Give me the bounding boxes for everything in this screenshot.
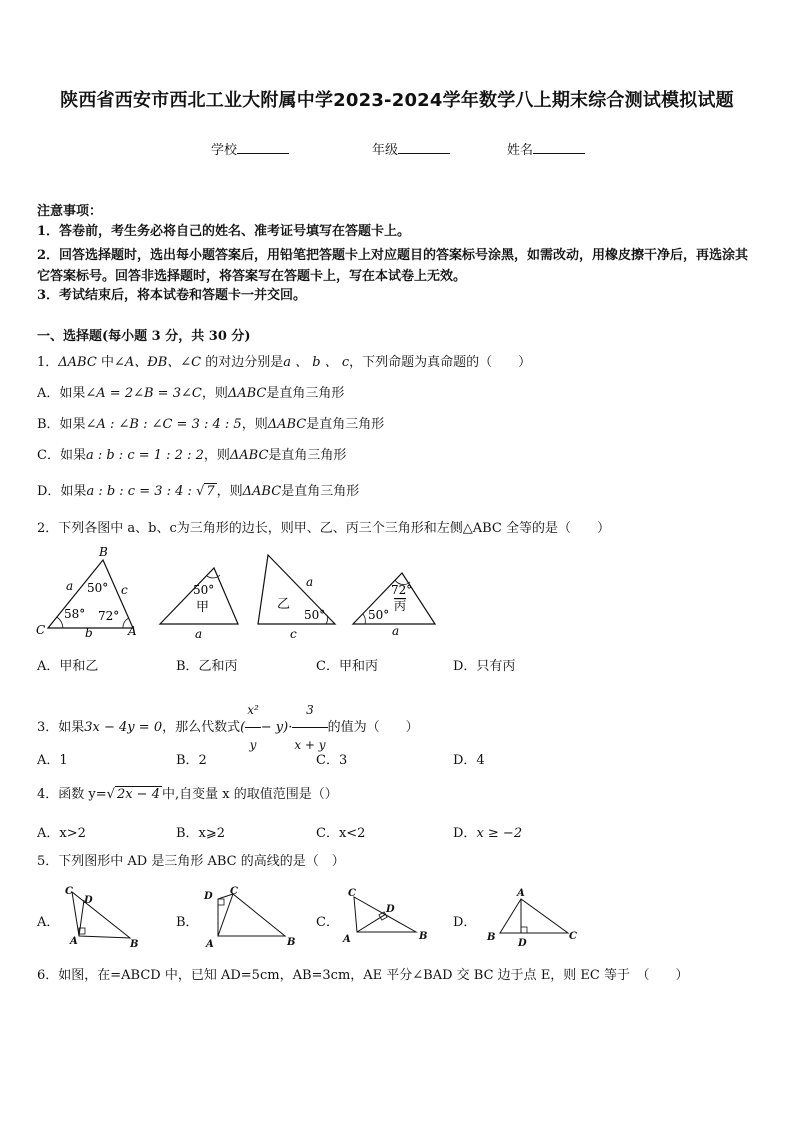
svg-text:C: C	[230, 886, 238, 897]
triangle-bing	[353, 573, 435, 638]
triangle-yi	[258, 555, 335, 641]
svg-text:B: B	[130, 939, 139, 950]
q3-fraction-1: $\frac{\text{x²}}{y}$	[245, 693, 261, 762]
svg-text:D: D	[204, 891, 213, 902]
notice-item-1: 1．答卷前，考生务必将自己的姓名、准考证号填写在答题卡上。	[37, 224, 411, 239]
figure-5b	[203, 886, 295, 950]
q1-stem: 1．ΔABC 中∠A、ÐB、∠C 的对边分别是a 、 b 、 c，下列命题为真命题的（ ）	[37, 355, 532, 370]
name-field[interactable]	[507, 139, 585, 158]
q3-option-a[interactable]: A．1	[37, 753, 68, 768]
svg-text:A: A	[517, 888, 525, 899]
q1-option-c[interactable]: C．如果a : b : c = 1 : 2 : 2，则ΔABC是直角三角形	[37, 448, 347, 463]
figure-5d	[486, 888, 577, 949]
q5-figures	[55, 882, 585, 954]
q2-option-b[interactable]: B．乙和丙	[176, 659, 238, 674]
school-field[interactable]	[211, 139, 289, 158]
label-angle-58: 58°	[64, 607, 86, 621]
grade-field[interactable]	[372, 139, 450, 158]
label-a-vertex: A	[128, 624, 137, 638]
q3-stem: 3．如果3x − 4y = 0，那么代数式( $\frac{\text{x²}}{y}$ − y)· $\frac{3}{x + y}$ 的值为（ ）	[37, 693, 419, 762]
svg-text:D: D	[386, 904, 395, 915]
svg-text:D: D	[84, 895, 93, 906]
svg-text:A: A	[206, 939, 214, 950]
label-side-a: a	[66, 579, 74, 593]
q1-option-a[interactable]: A．如果∠A = 2∠B = 3∠C，则ΔABC是直角三角形	[37, 386, 345, 401]
q3-option-d[interactable]: D．4	[453, 753, 485, 768]
grade-blank[interactable]	[398, 141, 450, 154]
svg-text:B: B	[419, 931, 428, 942]
label-jia: 甲	[196, 600, 210, 615]
svg-text:B: B	[287, 937, 296, 948]
q5-stem: 5．下列图形中 AD 是三角形 ABC 的高线的是（ ）	[37, 854, 345, 869]
q6-stem: 6．如图，在=ABCD 中，已知 AD=5cm，AB=3cm，AE 平分∠BAD 交 BC 边于点 E，则 EC 等于 （ ）	[37, 968, 689, 983]
q3-option-b[interactable]: B．2	[176, 753, 207, 768]
exam-title: 陕西省西安市西北工业大附属中学2023-2024学年数学八上期末综合测试模拟试题	[60, 90, 734, 111]
name-blank[interactable]	[533, 141, 585, 154]
q5-option-c[interactable]: C．	[316, 915, 339, 930]
svg-text:D: D	[518, 938, 527, 949]
figure-5c	[342, 888, 427, 945]
q1-option-b[interactable]: B．如果∠A : ∠B : ∠C = 3 : 4 : 5，则ΔABC是直角三角形	[37, 417, 385, 432]
label-angle-50-yi: 50°	[304, 608, 326, 622]
q4-option-c[interactable]: C．x<2	[316, 826, 366, 841]
notice-heading: 注意事项：	[37, 204, 103, 219]
q3-fraction-2: $\frac{3}{x + y}$	[292, 693, 327, 762]
label-angle-50-jia: 50°	[193, 583, 215, 597]
svg-text:C: C	[65, 886, 73, 897]
q2-option-c[interactable]: C．甲和丙	[316, 659, 378, 674]
label-b-vertex: B	[99, 545, 108, 559]
label-c-vertex: C	[36, 623, 46, 637]
q5-option-b[interactable]: B．	[176, 915, 199, 930]
grade-label: 年级	[372, 143, 399, 158]
svg-text:A: A	[343, 934, 351, 945]
label-side-c-yi: c	[290, 627, 297, 641]
label-angle-72: 72°	[98, 609, 120, 623]
q2-stem: 2．下列各图中 a、b、c为三角形的边长，则甲、乙、丙三个三角形和左侧△ABC 全等的是（ ）	[37, 521, 611, 536]
label-bing: 丙	[394, 599, 407, 613]
q2-figures	[30, 542, 450, 644]
name-label: 姓名	[507, 143, 534, 158]
q3-option-c[interactable]: C．3	[316, 753, 348, 768]
label-side-a-jia: a	[195, 627, 203, 641]
label-side-a-bing: a	[392, 624, 400, 638]
label-side-c: c	[121, 583, 128, 597]
svg-text:A: A	[70, 936, 78, 947]
label-yi: 乙	[277, 597, 291, 612]
label-angle-72-bing: 72°	[391, 583, 413, 597]
school-blank[interactable]	[237, 141, 289, 154]
svg-text:B: B	[487, 932, 496, 943]
svg-text:C: C	[348, 888, 356, 899]
q4-stem: 4．函数 y=√ 2x − 4 中,自变量 x 的取值范围是（）	[37, 787, 338, 802]
q4-option-a[interactable]: A．x>2	[37, 826, 86, 841]
triangle-abc	[36, 545, 137, 640]
section-heading: 一、选择题(每小题 3 分，共 30 分)	[37, 329, 251, 344]
figure-5a	[65, 886, 138, 950]
notice-item-2: 2．回答选择题时，选出每小题答案后，用铅笔把答题卡上对应题目的答案标号涂黑，如需改动，用橡皮擦干净后，再选涂其它答案标号。回答非选择题时，将答案写在答题卡上，写在本试卷上无效。	[37, 248, 749, 284]
label-angle-50-bing: 50°	[368, 608, 390, 622]
q5-option-d[interactable]: D．	[453, 915, 477, 930]
q1-option-d[interactable]: D．如果a : b : c = 3 : 4 : √ 7 ，则ΔABC是直角三角形	[37, 484, 360, 499]
notice-item-3: 3．考试结束后，将本试卷和答题卡一并交回。	[37, 288, 307, 303]
school-label: 学校	[211, 143, 238, 158]
q2-option-d[interactable]: D．只有丙	[453, 659, 516, 674]
q5-option-a[interactable]: A．	[37, 915, 60, 930]
q4-option-d[interactable]: D．x ≥ −2	[453, 826, 523, 841]
label-side-b: b	[85, 626, 93, 640]
svg-text:C: C	[569, 931, 577, 942]
q2-option-a[interactable]: A．甲和乙	[37, 659, 99, 674]
label-angle-50: 50°	[87, 581, 109, 595]
q4-option-b[interactable]: B．x⩾2	[176, 826, 226, 841]
triangle-jia	[160, 568, 238, 641]
label-side-a-yi: a	[306, 575, 314, 589]
